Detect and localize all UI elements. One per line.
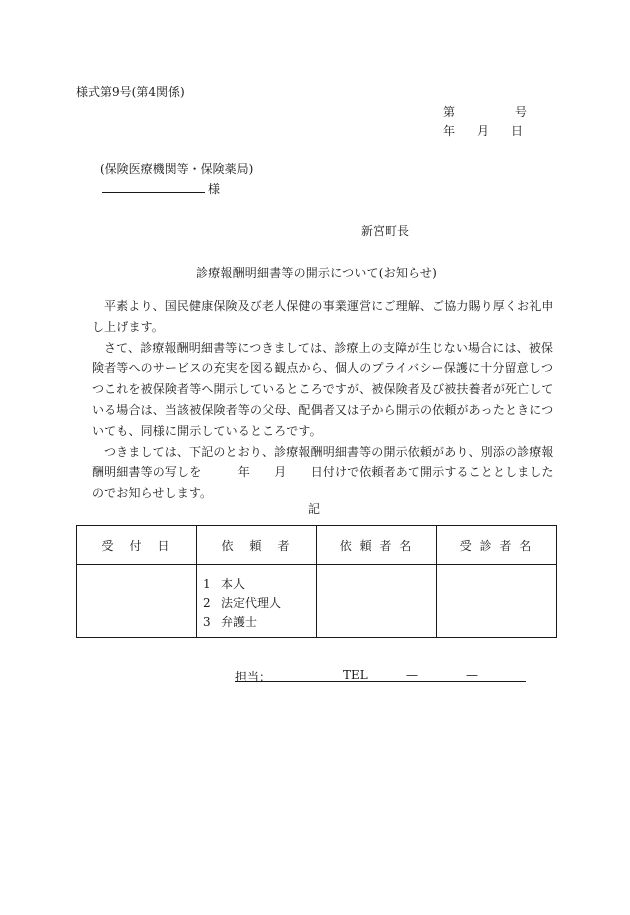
header-requester-name: 依 頼 者 名 — [317, 526, 437, 565]
tel-dash: — — [406, 668, 418, 682]
addressee-name-blank — [102, 192, 205, 193]
header-patient-name: 受 診 者 名 — [437, 526, 557, 565]
patient-name-cell[interactable] — [437, 565, 557, 638]
body-paragraph: さて、診療報酬明細書等につきましては、診療上の支障が生じない場合には、被保険者等へのサービスの充実を図る観点から、個人のプライバシー保護に十分留意しつつこれを被保険者等へ開示しているところですが、被保険者及び被扶養者が死亡している場合は、当該被保険者等の父母、配偶者又は子から開示の依頼があったときについても、同様に開示しているところです。 — [92, 340, 554, 438]
table-header-row — [77, 526, 557, 565]
contact-label: 担当： — [235, 670, 272, 684]
disclosure-table — [76, 525, 557, 638]
document-title: 診療報酬明細書等の開示について(お知らせ) — [196, 266, 437, 280]
document-number-line — [443, 103, 527, 120]
requester-cell — [197, 565, 317, 638]
document-number-prefix: 第 — [443, 105, 456, 119]
addressee-institution: (保険医療機関等・保険薬局) — [100, 162, 254, 176]
option-number: 1 — [203, 577, 211, 591]
tel-label: TEL — [343, 668, 368, 682]
option-label: 法定代理人 — [221, 596, 282, 610]
body-paragraph: 平素より、国民健康保険及び老人保健の事業運営にご理解、ご協力賜り厚くお礼申し上げます。 — [92, 299, 554, 334]
date-day-label: 日 — [510, 124, 523, 138]
requester-option[interactable] — [197, 613, 316, 632]
option-label: 本人 — [221, 577, 246, 591]
document-number-suffix: 号 — [514, 105, 527, 119]
ki-heading: 記 — [308, 502, 321, 516]
sender: 新宮町長 — [361, 224, 410, 238]
contact-underline — [235, 681, 526, 682]
requester-option[interactable] — [197, 575, 316, 594]
option-number: 2 — [203, 596, 211, 610]
requester-option[interactable] — [197, 594, 316, 613]
option-label: 弁護士 — [221, 615, 258, 629]
reception-date-cell[interactable] — [77, 565, 197, 638]
document-date-line — [443, 122, 523, 139]
date-month-label: 月 — [476, 124, 489, 138]
requester-name-cell[interactable] — [317, 565, 437, 638]
body-text — [92, 296, 554, 504]
body-paragraph: つきましては、下記のとおり、診療報酬明細書等の開示依頼があり、別添の診療報酬明細書等の写しを 年 月 日付けで依頼者あて開示することとしましたのでお知らせします。 — [92, 444, 554, 501]
addressee-honorific: 様 — [208, 182, 221, 196]
form-number: 様式第9号(第4関係) — [76, 85, 185, 99]
header-requester: 依 頼 者 — [197, 526, 317, 565]
table-row — [77, 565, 557, 638]
date-year-label: 年 — [443, 124, 456, 138]
option-number: 3 — [203, 615, 211, 629]
header-reception-date: 受 付 日 — [77, 526, 197, 565]
tel-dash: — — [466, 668, 478, 682]
